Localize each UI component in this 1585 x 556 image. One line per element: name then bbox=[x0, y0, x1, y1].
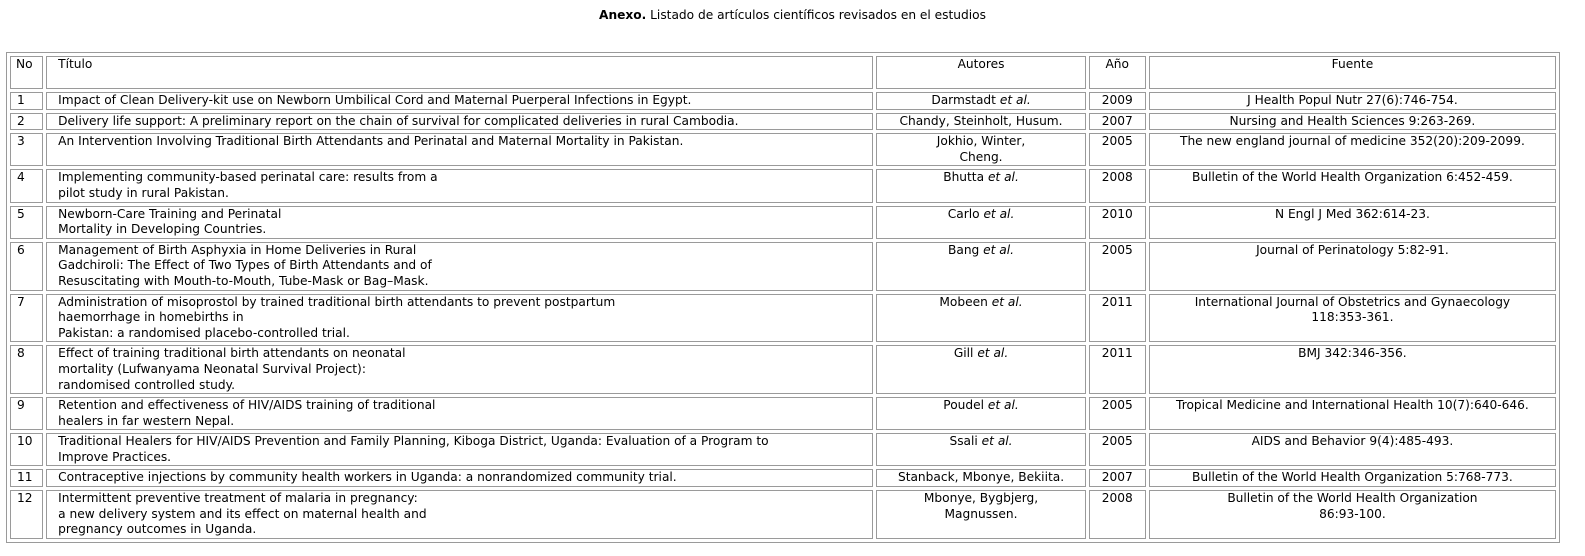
cell-source: AIDS and Behavior 9(4):485-493. bbox=[1149, 433, 1556, 466]
cell-title: Contraceptive injections by community health workers in Uganda: a nonrandomized community trial. bbox=[46, 469, 873, 487]
table-row bbox=[10, 206, 1556, 239]
et-al-label: et al. bbox=[983, 206, 1015, 221]
cell-title: Management of Birth Asphyxia in Home Deliveries in Rural Gadchiroli: The Effect of Two Types of Birth Attendants and of Resuscitating with Mouth-to-Mouth, Tube-Mask or Bag–Mask. bbox=[46, 242, 873, 291]
author-names: Mbonye, Bygbjerg, Magnussen. bbox=[923, 491, 1039, 521]
et-al-label: et al. bbox=[987, 170, 1019, 185]
cell-source: Bulletin of the World Health Organization 6:452-459. bbox=[1149, 169, 1556, 202]
cell-year: 2011 bbox=[1089, 345, 1146, 394]
author-names: Jokhio, Winter, Cheng. bbox=[936, 134, 1026, 164]
cell-authors bbox=[876, 345, 1085, 394]
table-row bbox=[10, 397, 1556, 430]
cell-no: 7 bbox=[10, 294, 43, 343]
cell-source: Bulletin of the World Health Organization 86:93-100. bbox=[1149, 490, 1556, 539]
cell-no: 10 bbox=[10, 433, 43, 466]
cell-no: 1 bbox=[10, 92, 43, 110]
cell-title: Newborn-Care Training and Perinatal Mortality in Developing Countries. bbox=[46, 206, 873, 239]
cell-title: An Intervention Involving Traditional Birth Attendants and Perinatal and Maternal Mortality in Pakistan. bbox=[46, 133, 873, 166]
header-authors: Autores bbox=[876, 56, 1085, 89]
et-al-label: et al. bbox=[987, 398, 1019, 413]
cell-no: 8 bbox=[10, 345, 43, 394]
et-al-label: et al. bbox=[999, 93, 1031, 107]
cell-source: BMJ 342:346-356. bbox=[1149, 345, 1556, 394]
table-row bbox=[10, 92, 1556, 110]
cell-year: 2008 bbox=[1089, 490, 1146, 539]
cell-authors bbox=[876, 133, 1085, 166]
cell-authors bbox=[876, 242, 1085, 291]
cell-title: Impact of Clean Delivery-kit use on Newborn Umbilical Cord and Maternal Puerperal Infections in Egypt. bbox=[46, 92, 873, 110]
caption-label: Anexo. bbox=[599, 8, 647, 22]
author-names: Bhutta bbox=[943, 170, 985, 185]
cell-title: Retention and effectiveness of HIV/AIDS training of traditional healers in far western Nepal. bbox=[46, 397, 873, 430]
cell-source: International Journal of Obstetrics and Gynaecology 118:353-361. bbox=[1149, 294, 1556, 343]
cell-authors bbox=[876, 113, 1085, 131]
author-names: Carlo bbox=[947, 206, 980, 221]
cell-title: Administration of misoprostol by trained traditional birth attendants to prevent postpartum haemorrhage in homebirths in Pakistan: a randomised placebo-controlled trial. bbox=[46, 294, 873, 343]
table-row bbox=[10, 433, 1556, 466]
author-names: Poudel bbox=[943, 398, 984, 413]
cell-authors bbox=[876, 92, 1085, 110]
cell-year: 2009 bbox=[1089, 92, 1146, 110]
author-names: Mobeen bbox=[939, 294, 992, 309]
cell-year: 2005 bbox=[1089, 433, 1146, 466]
cell-title: Intermittent preventive treatment of malaria in pregnancy: a new delivery system and its effect on maternal health and pregnancy outcomes in Uganda. bbox=[46, 490, 873, 539]
table-row bbox=[10, 490, 1556, 539]
cell-year: 2007 bbox=[1089, 113, 1146, 131]
author-names: Gill bbox=[953, 346, 974, 361]
header-year: Año bbox=[1089, 56, 1146, 89]
et-al-label: et al. bbox=[991, 294, 1023, 309]
cell-no: 5 bbox=[10, 206, 43, 239]
cell-title: Implementing community-based perinatal care: results from a pilot study in rural Pakistan. bbox=[46, 169, 873, 202]
cell-source: Journal of Perinatology 5:82-91. bbox=[1149, 242, 1556, 291]
cell-authors bbox=[876, 206, 1085, 239]
table-row bbox=[10, 133, 1556, 166]
table-row bbox=[10, 294, 1556, 343]
et-al-label: et al. bbox=[977, 346, 1009, 361]
header-source: Fuente bbox=[1149, 56, 1556, 89]
cell-no: 12 bbox=[10, 490, 43, 539]
author-names: Darmstadt bbox=[931, 93, 996, 107]
author-names: Bang bbox=[947, 242, 980, 257]
table-header-row bbox=[10, 56, 1556, 89]
cell-title: Traditional Healers for HIV/AIDS Prevention and Family Planning, Kiboga District, Uganda: Evaluation of a Program to Improve Practices. bbox=[46, 433, 873, 466]
table-row bbox=[10, 242, 1556, 291]
cell-authors bbox=[876, 294, 1085, 343]
cell-source: Nursing and Health Sciences 9:263-269. bbox=[1149, 113, 1556, 131]
cell-no: 4 bbox=[10, 169, 43, 202]
cell-year: 2008 bbox=[1089, 169, 1146, 202]
cell-year: 2011 bbox=[1089, 294, 1146, 343]
cell-authors bbox=[876, 469, 1085, 487]
cell-year: 2007 bbox=[1089, 469, 1146, 487]
cell-no: 3 bbox=[10, 133, 43, 166]
articles-table bbox=[6, 52, 1560, 543]
header-title: Título bbox=[46, 56, 873, 89]
cell-no: 6 bbox=[10, 242, 43, 291]
cell-authors bbox=[876, 490, 1085, 539]
cell-year: 2005 bbox=[1089, 242, 1146, 291]
table-row bbox=[10, 113, 1556, 131]
cell-title: Effect of training traditional birth attendants on neonatal mortality (Lufwanyama Neonatal Survival Project): randomised controlled study. bbox=[46, 345, 873, 394]
cell-source: Bulletin of the World Health Organization 5:768-773. bbox=[1149, 469, 1556, 487]
et-al-label: et al. bbox=[983, 242, 1015, 257]
caption-text: Listado de artículos científicos revisados en el estudios bbox=[646, 8, 986, 22]
et-al-label: et al. bbox=[981, 434, 1013, 449]
cell-source: N Engl J Med 362:614-23. bbox=[1149, 206, 1556, 239]
table-row bbox=[10, 469, 1556, 487]
table-body bbox=[10, 92, 1556, 539]
cell-no: 11 bbox=[10, 469, 43, 487]
cell-year: 2005 bbox=[1089, 133, 1146, 166]
cell-authors bbox=[876, 169, 1085, 202]
cell-no: 9 bbox=[10, 397, 43, 430]
cell-authors bbox=[876, 397, 1085, 430]
cell-year: 2005 bbox=[1089, 397, 1146, 430]
table-row bbox=[10, 345, 1556, 394]
cell-authors bbox=[876, 433, 1085, 466]
table-caption bbox=[0, 7, 1585, 23]
author-names: Ssali bbox=[949, 434, 978, 449]
header-no: No bbox=[10, 56, 43, 89]
cell-title: Delivery life support: A preliminary report on the chain of survival for complicated deliveries in rural Cambodia. bbox=[46, 113, 873, 131]
cell-source: Tropical Medicine and International Health 10(7):640-646. bbox=[1149, 397, 1556, 430]
author-names: Chandy, Steinholt, Husum. bbox=[899, 113, 1063, 128]
cell-no: 2 bbox=[10, 113, 43, 131]
table-row bbox=[10, 169, 1556, 202]
cell-year: 2010 bbox=[1089, 206, 1146, 239]
author-names: Stanback, Mbonye, Bekiita. bbox=[897, 470, 1065, 485]
cell-source: J Health Popul Nutr 27(6):746-754. bbox=[1149, 92, 1556, 110]
cell-source: The new england journal of medicine 352(20):209-2099. bbox=[1149, 133, 1556, 166]
